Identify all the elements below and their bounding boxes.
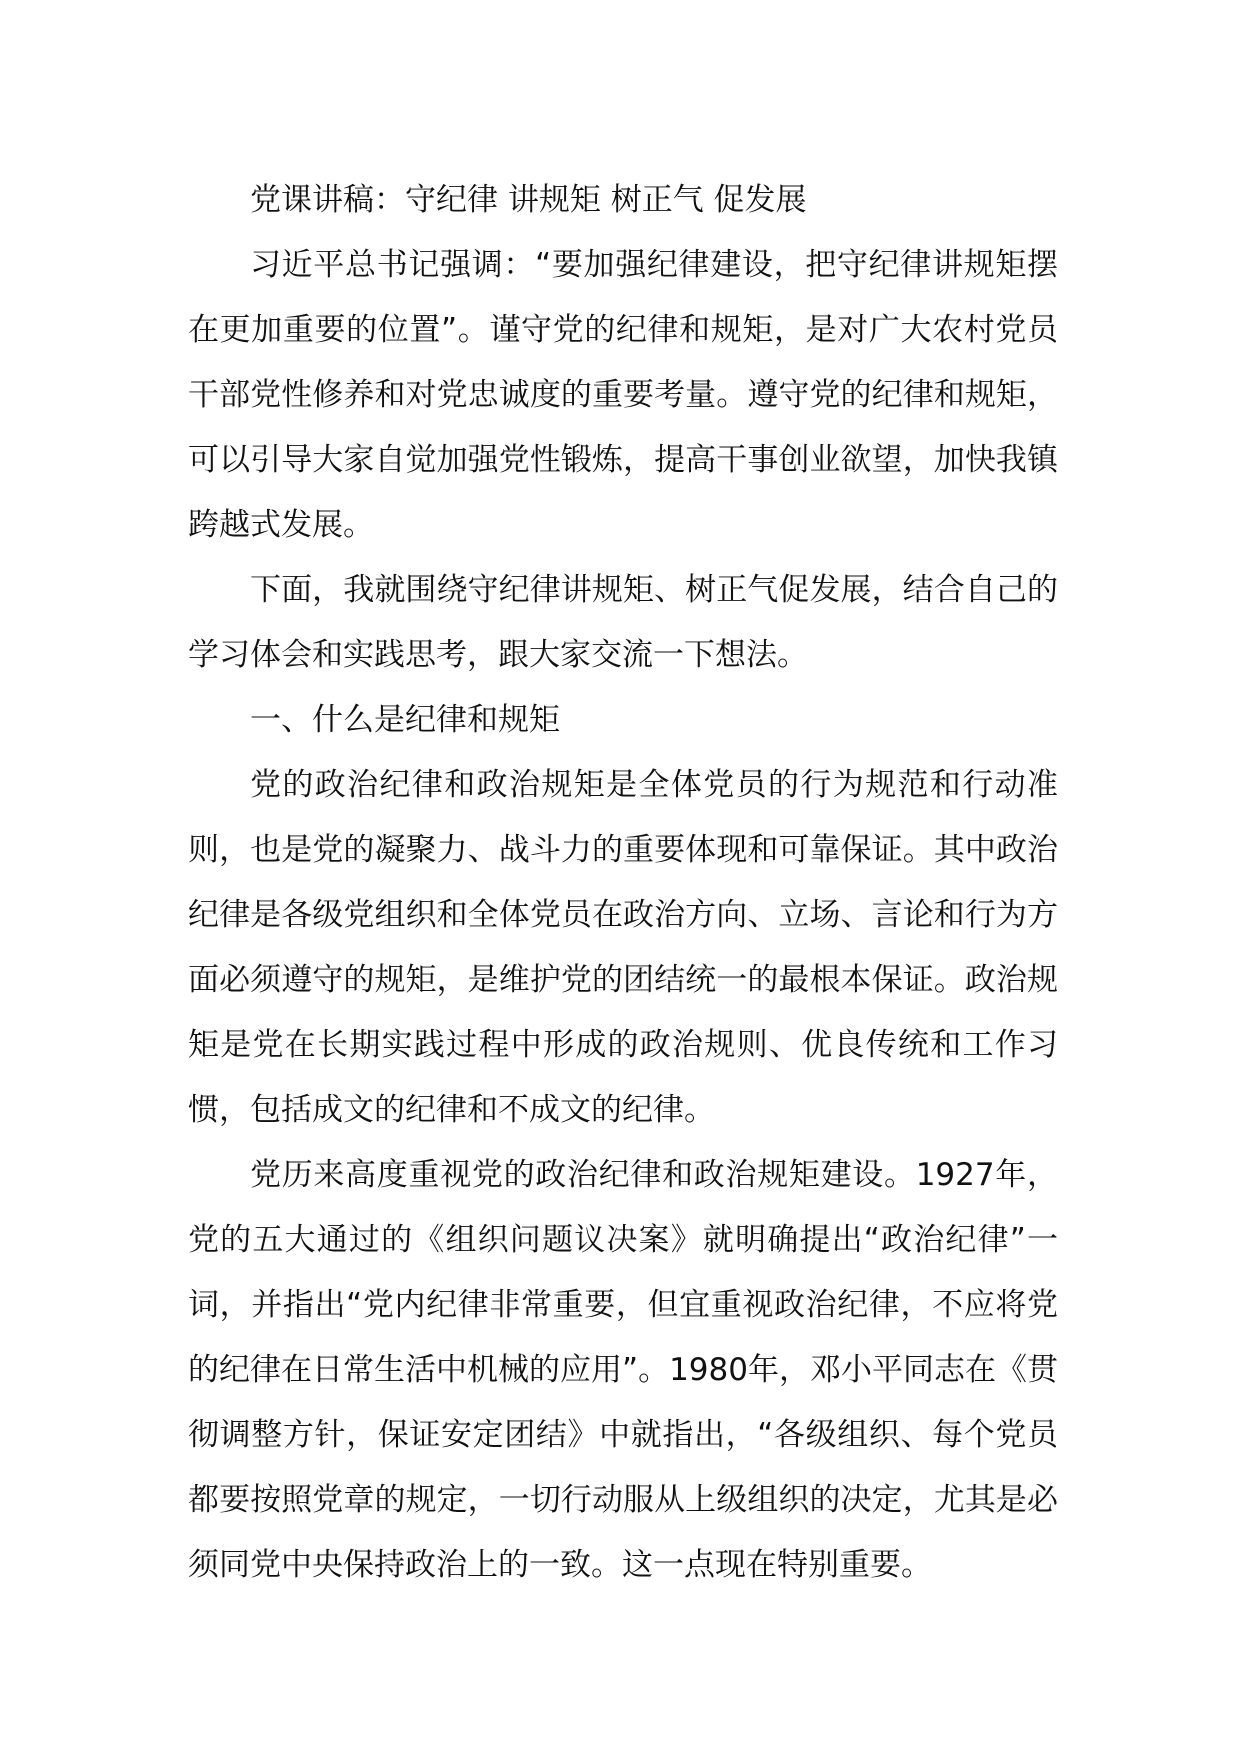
document-body — [188, 168, 1058, 1598]
intro-paragraph: 下面，我就围绕守纪律讲规矩、树正气促发展，结合自己的学习体会和实践思考，跟大家交流一下想法。 — [188, 572, 1058, 673]
body-paragraph: 党的政治纪律和政治规矩是全体党员的行为规范和行动准则，也是党的凝聚力、战斗力的重要体现和可靠保证。其中政治纪律是各级党组织和全体党员在政治方向、立场、言论和行为方面必须遵守的规矩，是维护党的团结统一的最根本保证。政治规矩是党在长期实践过程中形成的政治规则、优良传统和工作习惯，包括成文的纪律和不成文的纪律。 — [188, 767, 1058, 1128]
section-heading: 一、什么是纪律和规矩 — [250, 702, 560, 738]
document-title: 党课讲稿：守纪律 讲规矩 树正气 促发展 — [250, 182, 807, 218]
intro-paragraph: 习近平总书记强调：“要加强纪律建设，把守纪律讲规矩摆在更加重要的位置”。谨守党的纪律和规矩，是对广大农村党员干部党性修养和对党忠诚度的重要考量。遵守党的纪律和规矩，可以引导大家自觉加强党性锻炼，提高干事创业欲望，加快我镇跨越式发展。 — [188, 247, 1058, 543]
body-paragraph: 党历来高度重视党的政治纪律和政治规矩建设。1927年，党的五大通过的《组织问题议决案》就明确提出“政治纪律”一词，并指出“党内纪律非常重要，但宜重视政治纪律，不应将党的纪律在日常生活中机械的应用”。1980年，邓小平同志在《贯彻调整方针，保证安定团结》中就指出，“各级组织、每个党员都要按照党章的规定，一切行动服从上级组织的决定，尤其是必须同党中央保持政治上的一致。这一点现在特别重要。 — [188, 1157, 1058, 1583]
